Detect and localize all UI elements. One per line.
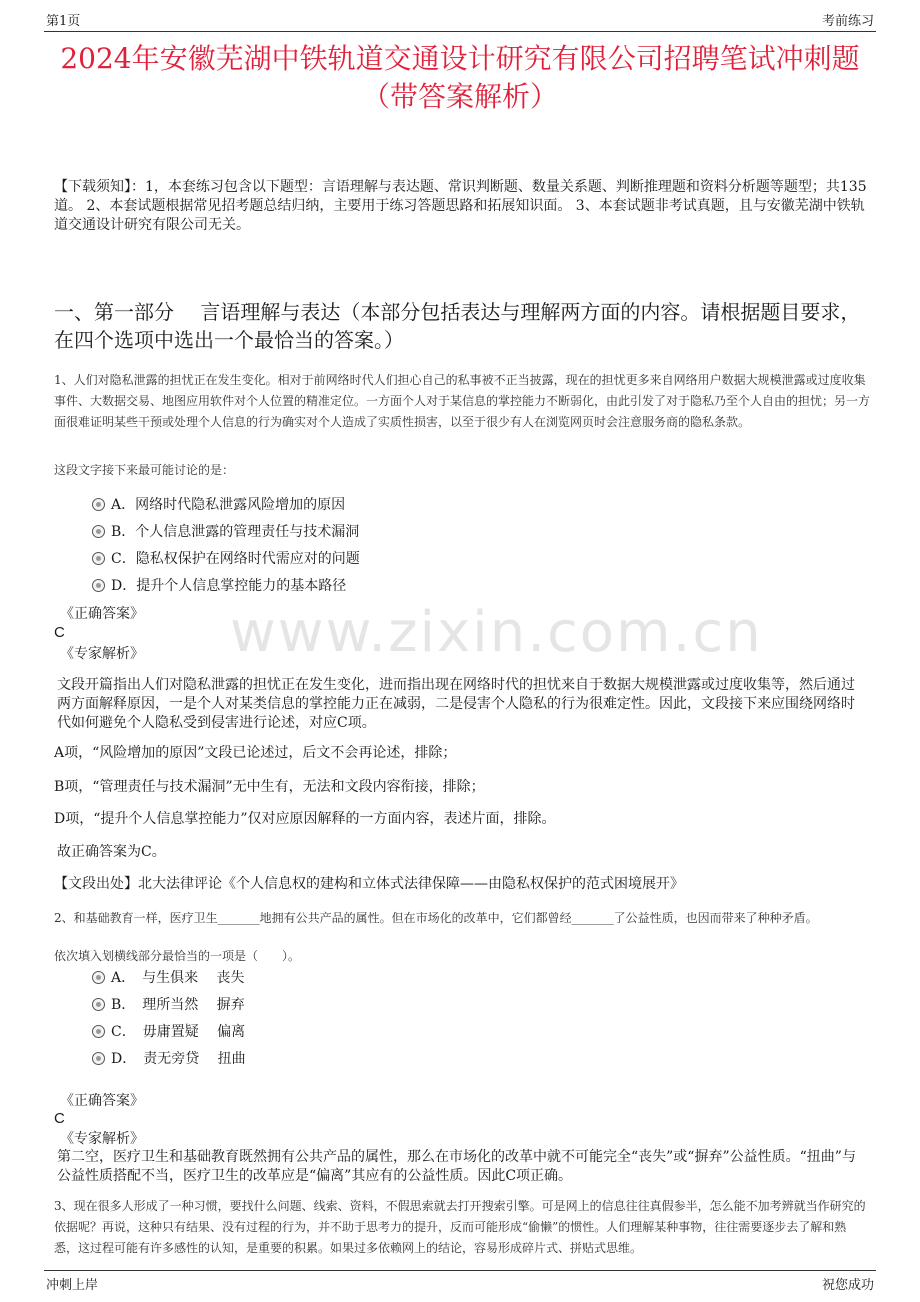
question-2-analysis: 第二空，医疗卫生和基础教育既然拥有公共产品的属性，那么在市场化的改革中就不可能完全“丧失”或“摒弃”公益性质。“扭曲”与公益性质搭配不当，医疗卫生的改革应是“偏离”其应有的公益性质。因此C项正确。	[57, 1149, 856, 1184]
question-2-option-c[interactable]: C． 毋庸置疑 偏离	[92, 1021, 245, 1043]
download-notice: 【下载须知】：1，本套练习包含以下题型：言语理解与表达题、常识判断题、数量关系题、判断推理题和资料分析题等题型；共135道。 2、本套试题根据常见招考题总结归纳，主要用于练习答题思路和拓展知识面。 3、本套试题非考试真题，且与安徽芜湖中铁轨道交通设计研究有限公司无关。	[54, 179, 867, 233]
footer-divider	[44, 1270, 876, 1271]
radio-icon[interactable]	[92, 1025, 105, 1038]
page-header	[46, 10, 874, 32]
question-1-option-b[interactable]: B．个人信息泄露的管理责任与技术漏洞	[92, 521, 359, 543]
question-2-stem: 2、和基础教育一样，医疗卫生_______地拥有公共产品的属性。但在市场化的改革中，它们都曾经_______了公益性质，也因而带来了种种矛盾。	[54, 911, 818, 925]
radio-icon[interactable]	[92, 998, 105, 1011]
header-label: 考前练习	[821, 14, 874, 29]
page-number: 第1页	[46, 14, 81, 29]
question-2-answer-label: 《正确答案》	[60, 1093, 144, 1109]
question-1-option-d-note: D项，“提升个人信息掌控能力”仅对应原因解释的一方面内容，表述片面，排除。	[54, 811, 556, 827]
section-heading: 一、第一部分 言语理解与表达（本部分包括表达与理解两方面的内容。请根据题目要求，在四个选项中选出一个最恰当的答案。）	[54, 300, 861, 352]
footer-left: 冲刺上岸	[46, 1278, 99, 1293]
question-1-option-b-note: B项，“管理责任与技术漏洞”无中生有，无法和文段内容衔接，排除；	[54, 779, 485, 795]
document-title: 2024年安徽芜湖中铁轨道交通设计研究有限公司招聘笔试冲刺题（带答案解析）	[60, 42, 860, 113]
radio-icon[interactable]	[92, 971, 105, 984]
radio-icon[interactable]	[92, 498, 105, 511]
radio-icon[interactable]	[92, 552, 105, 565]
question-1-option-a-note: A项，“风险增加的原因”文段已论述过，后文不会再论述，排除；	[54, 745, 457, 761]
question-1-conclusion: 故正确答案为C。	[57, 844, 166, 860]
question-1-source: 【文段出处】北大法律评论《个人信息权的建构和立体式法律保障——由隐私权保护的范式困境展开》	[54, 876, 684, 892]
question-1-answer: C	[54, 624, 65, 641]
question-2-option-b[interactable]: B． 理所当然 摒弃	[92, 994, 245, 1016]
question-2-option-d[interactable]: D． 责无旁贷 扭曲	[92, 1048, 246, 1070]
footer-right: 祝您成功	[821, 1278, 874, 1293]
question-1-analysis-label: 《专家解析》	[60, 646, 144, 662]
question-1-stem: 1、人们对隐私泄露的担忧正在发生变化。相对于前网络时代人们担心自己的私事被不正当披露，现在的担忧更多来自网络用户数据大规模泄露或过度收集事件、大数据交易、地图应用软件对个人位置的精准定位。一方面个人对于某信息的掌控能力不断弱化，由此引发了对于隐私乃至个人自由的担忧；另一方面很难证明某些干预或处理个人信息的行为确实对个人造成了实质性损害，以至于很少有人在浏览网页时会注意服务商的隐私条款。	[54, 373, 871, 429]
question-1-analysis: 文段开篇指出人们对隐私泄露的担忧正在发生变化，进而指出现在网络时代的担忧来自于数据大规模泄露或过度收集等，然后通过两方面解释原因，一是个人对某类信息的掌控能力正在减弱，二是侵害个人隐私的行为很难定性。因此，文段接下来应围绕网络时代如何避免个人隐私受到侵害进行论述，对应C项。	[57, 677, 855, 731]
question-1-option-d[interactable]: D．提升个人信息掌控能力的基本路径	[92, 575, 346, 597]
question-2-option-a[interactable]: A． 与生俱来 丧失	[92, 967, 245, 989]
question-3-stem: 3、现在很多人形成了一种习惯，要找什么问题、线索、资料，不假思索就去打开搜索引擎。可是网上的信息往往真假参半，怎么能不加考辨就当作研究的依据呢？再说，这种只有结果、没有过程的行为，并不助于思考力的提升，反而可能形成“偷懒”的惯性。人们理解某种事物，往往需要逐步去了解和熟悉，这过程可能有许多感性的认知，是重要的积累。如果过多依赖网上的结论，容易形成碎片式、拼贴式思维。	[54, 1199, 866, 1255]
question-1-answer-label: 《正确答案》	[60, 606, 144, 622]
question-1-option-a[interactable]: A．网络时代隐私泄露风险增加的原因	[92, 494, 345, 516]
question-2-prompt: 依次填入划横线部分最恰当的一项是（ ）。	[54, 949, 301, 963]
radio-icon[interactable]	[92, 579, 105, 592]
question-1-option-c[interactable]: C．隐私权保护在网络时代需应对的问题	[92, 548, 360, 570]
header-divider	[44, 31, 876, 32]
radio-icon[interactable]	[92, 525, 105, 538]
watermark: www.zixin.com.cn	[230, 600, 763, 665]
question-1-prompt: 这段文字接下来最可能讨论的是：	[54, 463, 235, 477]
radio-icon[interactable]	[92, 1052, 105, 1065]
question-2-answer: C	[54, 1110, 65, 1127]
question-2-analysis-label: 《专家解析》	[60, 1131, 144, 1147]
